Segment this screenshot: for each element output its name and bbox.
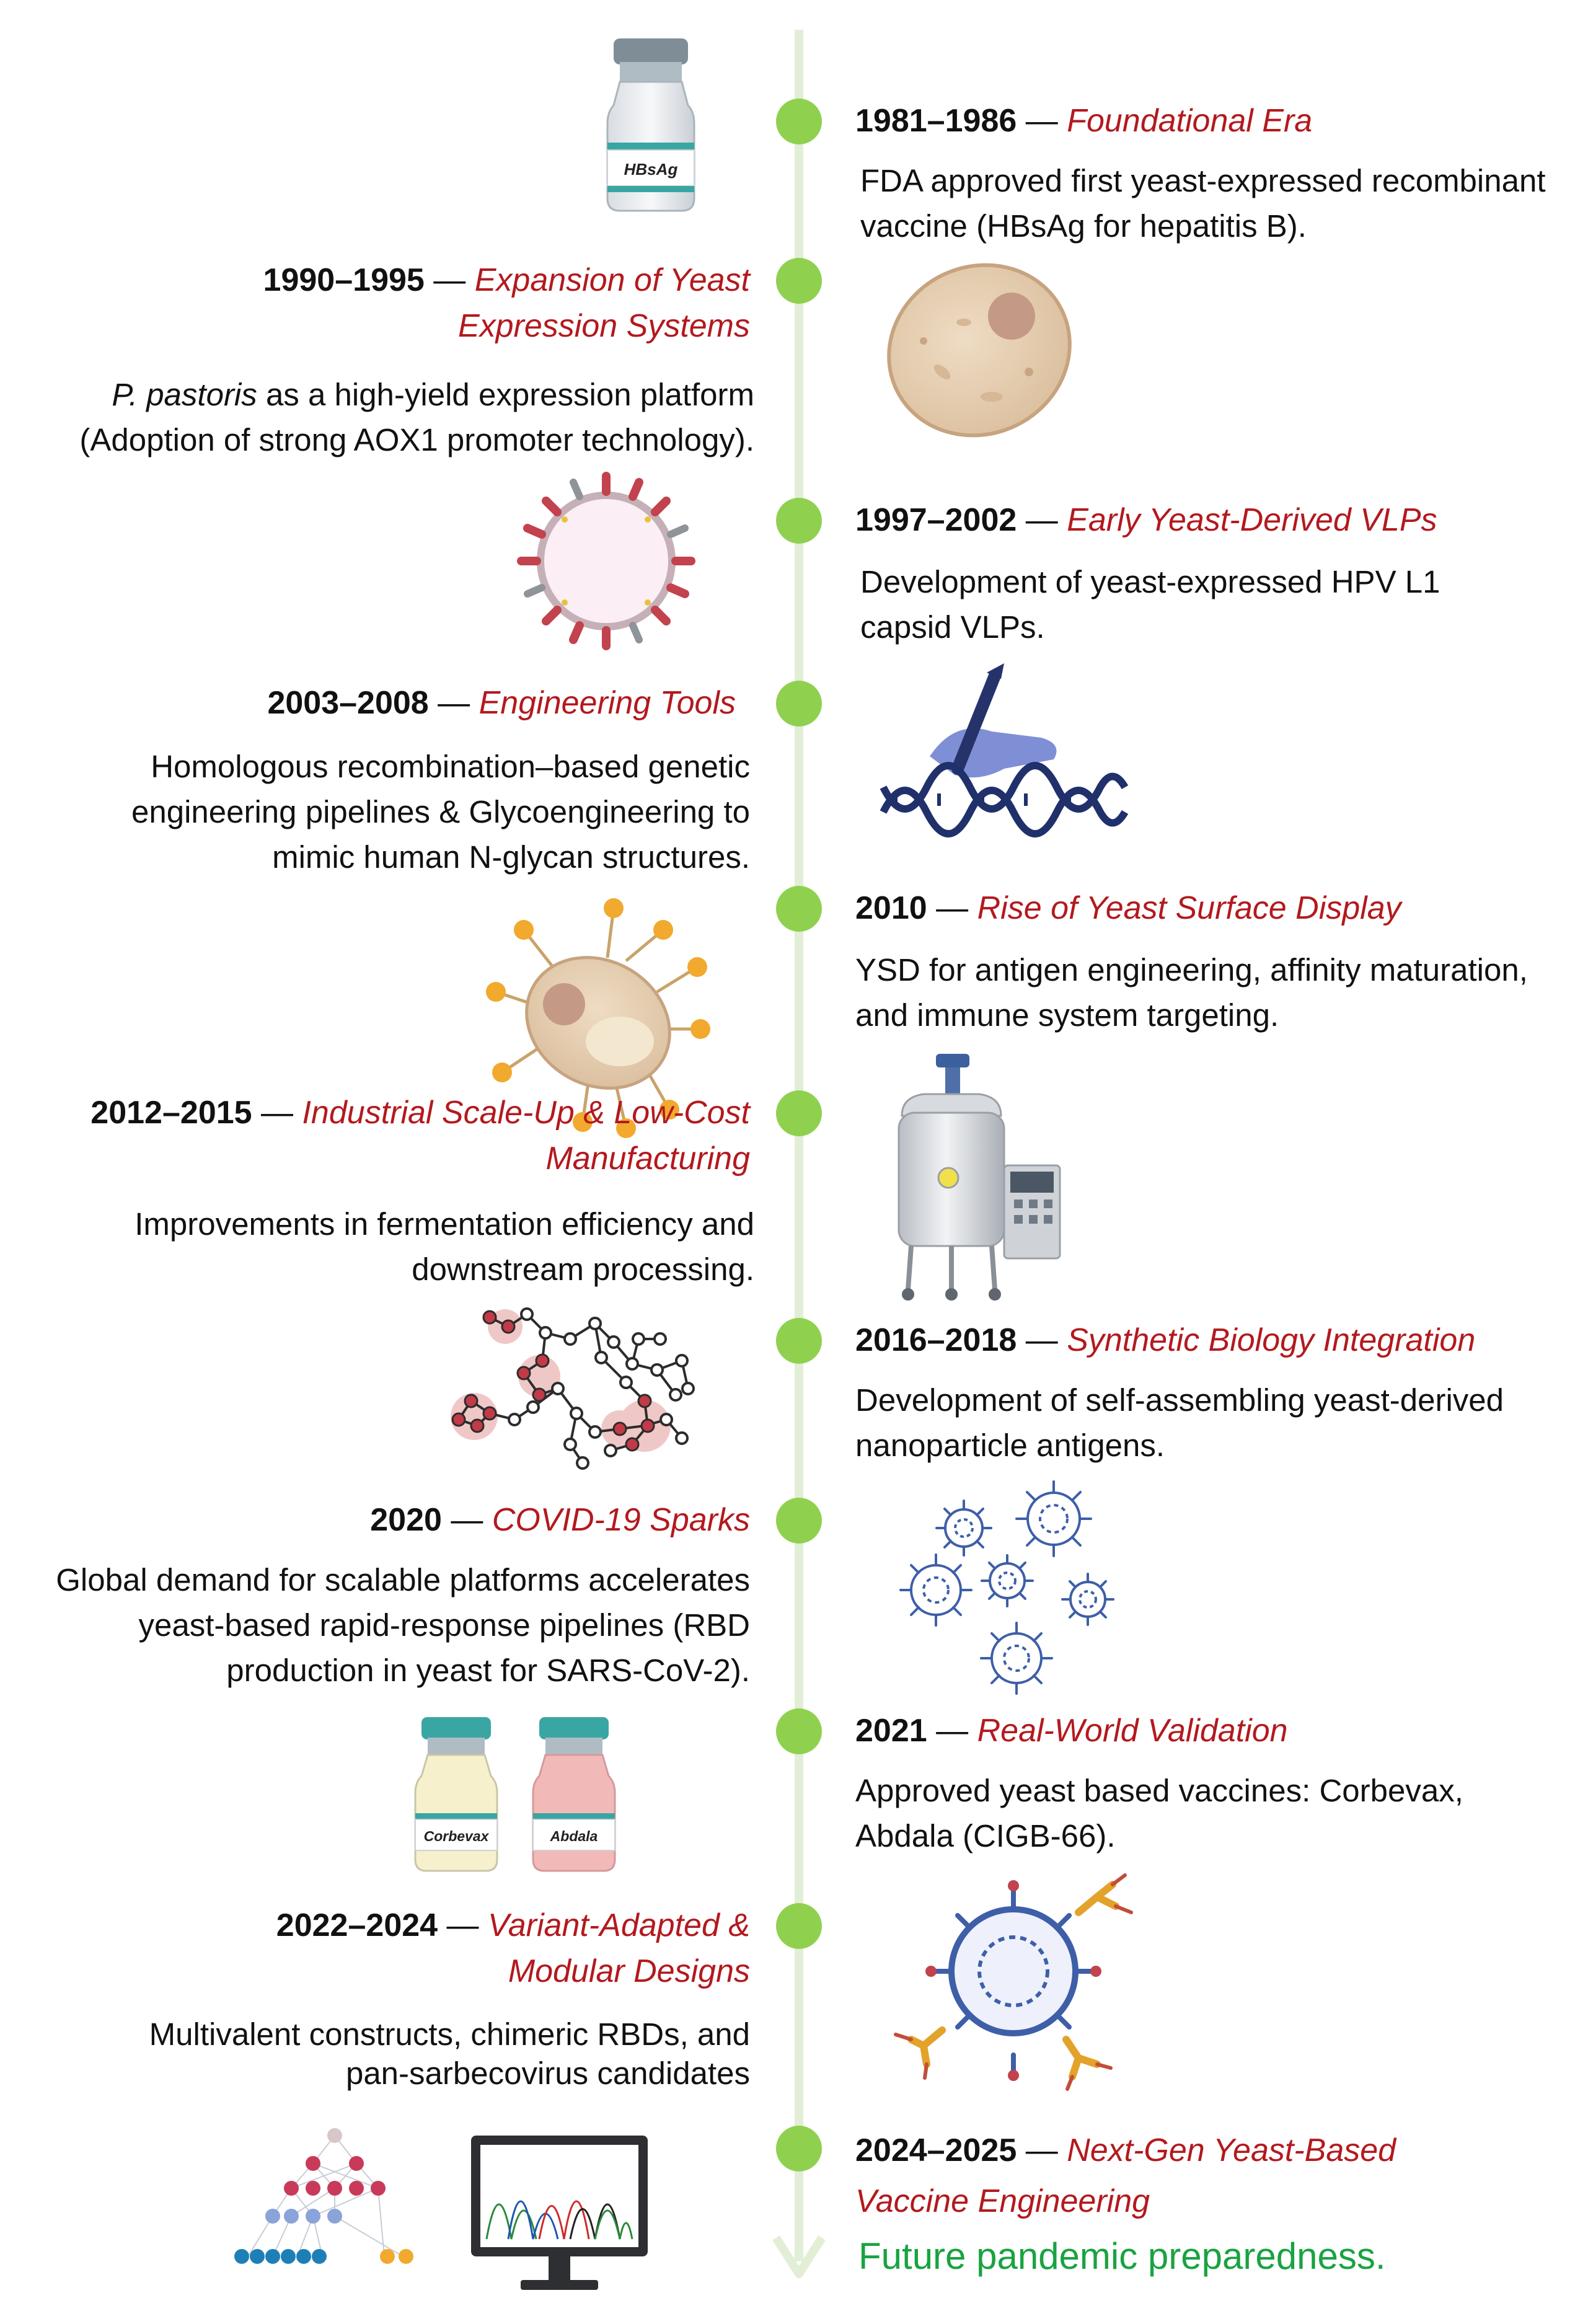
event-1990-years: 1990–1995 xyxy=(263,262,425,298)
event-2010-years: 2010 xyxy=(855,890,927,926)
event-2022-years: 2022–2024 xyxy=(276,1907,438,1943)
event-2021-years: 2021 xyxy=(855,1713,927,1749)
separator: — xyxy=(936,1713,969,1749)
node-1997 xyxy=(776,498,822,544)
event-1981-years: 1981–1986 xyxy=(855,103,1017,139)
event-2020-description: Global demand for scalable platforms accelerates yeast-based rapid-response pipelines (RBD production in yeast for SARS-CoV-2). xyxy=(56,1562,750,1688)
event-2022-heading xyxy=(192,1902,750,1994)
separator: — xyxy=(936,890,969,926)
event-1997-years: 1997–2002 xyxy=(855,502,1017,538)
event-2003-title: Engineering Tools xyxy=(479,685,736,721)
event-2021-description: Approved yeast based vaccines: Corbevax, Abdala (CIGB-66). xyxy=(855,1773,1463,1853)
event-2012-heading xyxy=(68,1090,750,1182)
corbevax-vial xyxy=(415,1717,497,1871)
event-1981-heading xyxy=(855,98,1574,144)
event-2010-heading xyxy=(855,885,1574,931)
event-2020-heading xyxy=(130,1497,750,1543)
event-2024-heading xyxy=(855,2125,1500,2227)
separator: — xyxy=(446,1907,479,1943)
separator: — xyxy=(261,1095,294,1131)
separator: — xyxy=(451,1502,483,1538)
separator: — xyxy=(1025,2132,1058,2168)
node-2021 xyxy=(776,1708,822,1754)
yeast-cell-icon xyxy=(861,236,1098,465)
event-2010-description: YSD for antigen engineering, affinity maturation, and immune system targeting. xyxy=(855,952,1528,1033)
separator: — xyxy=(1025,502,1058,538)
event-1981-description: FDA approved first yeast-expressed recombinant vaccine (HBsAg for hepatitis B). xyxy=(860,163,1546,244)
event-1990-desc-text: as a high-yield expression platform (Adoption of strong AOX1 promoter technology). xyxy=(79,377,754,457)
node-2012 xyxy=(776,1090,822,1136)
event-2024-title: Next-Gen Yeast-Based Vaccine Engineering xyxy=(855,2132,1396,2219)
event-2022-description: Multivalent constructs, chimeric RBDs, and pan-sarbecovirus candidates xyxy=(149,2017,750,2091)
event-1981-title: Foundational Era xyxy=(1067,103,1313,139)
event-2003-heading xyxy=(54,680,736,726)
event-2016-title: Synthetic Biology Integration xyxy=(1067,1322,1476,1358)
event-2012-description: Improvements in fermentation efficiency and downstream processing. xyxy=(135,1206,754,1287)
antibody-virus-icon xyxy=(896,1875,1131,2089)
event-1990-organism: P. pastoris xyxy=(112,377,257,412)
event-1990-title: Expansion of Yeast Expression Systems xyxy=(457,262,750,344)
event-2016-heading xyxy=(855,1317,1581,1363)
event-2003-years: 2003–2008 xyxy=(267,685,429,721)
hbsag-vial-icon xyxy=(607,38,694,211)
event-2010-title: Rise of Yeast Surface Display xyxy=(977,890,1401,926)
event-2003-description: Homologous recombination–based genetic engineering pipelines & Glycoengineering to mimic human N-glycan structures. xyxy=(131,749,750,875)
separator: — xyxy=(1025,103,1058,139)
event-2021-title: Real-World Validation xyxy=(977,1713,1288,1749)
separator: — xyxy=(433,262,466,298)
event-2020-years: 2020 xyxy=(370,1502,442,1538)
separator: — xyxy=(438,685,470,721)
event-2016-description: Development of self-assembling yeast-derived nanoparticle antigens. xyxy=(855,1382,1504,1463)
event-1997-description: Development of yeast-expressed HPV L1 capsid VLPs. xyxy=(860,564,1440,645)
node-2022 xyxy=(776,1903,822,1949)
dna-editing-icon xyxy=(883,663,1125,834)
coronavirus-cluster-icon xyxy=(901,1482,1113,1694)
event-2024-years: 2024–2025 xyxy=(855,2132,1017,2168)
neural-network-icon xyxy=(234,2128,413,2264)
node-2010 xyxy=(776,886,822,932)
bioreactor-icon xyxy=(899,1054,1060,1301)
event-1997-heading xyxy=(855,497,1574,543)
hbsag-vial-label: HBsAg xyxy=(624,160,678,179)
separator: — xyxy=(1025,1322,1058,1358)
event-2012-years: 2012–2015 xyxy=(90,1095,252,1131)
vlp-icon xyxy=(521,476,691,646)
node-2020 xyxy=(776,1498,822,1544)
event-2022-title: Variant-Adapted & Modular Designs xyxy=(487,1907,750,1989)
node-1990 xyxy=(776,258,822,304)
event-1990-description xyxy=(11,372,754,462)
node-2024 xyxy=(776,2126,822,2172)
nanoparticle-network-icon xyxy=(451,1309,694,1469)
corbevax-vial-label: Corbevax xyxy=(423,1828,489,1844)
abdala-vial xyxy=(533,1717,615,1871)
event-2020-title: COVID-19 Sparks xyxy=(492,1502,750,1538)
event-1997-title: Early Yeast-Derived VLPs xyxy=(1067,502,1437,538)
sequencing-monitor-icon xyxy=(471,2136,648,2290)
node-2016 xyxy=(776,1318,822,1364)
event-1990-heading xyxy=(130,257,750,349)
event-2016-years: 2016–2018 xyxy=(855,1322,1017,1358)
event-2021-heading xyxy=(855,1708,1574,1754)
event-2024-description: Future pandemic preparedness. xyxy=(858,2235,1386,2277)
node-1981 xyxy=(776,99,822,144)
event-2012-title: Industrial Scale-Up & Low-Cost Manufacturing xyxy=(302,1095,750,1177)
abdala-vial-label: Abdala xyxy=(550,1828,598,1844)
vaccine-vials-icon xyxy=(415,1717,615,1871)
node-2003 xyxy=(776,681,822,727)
